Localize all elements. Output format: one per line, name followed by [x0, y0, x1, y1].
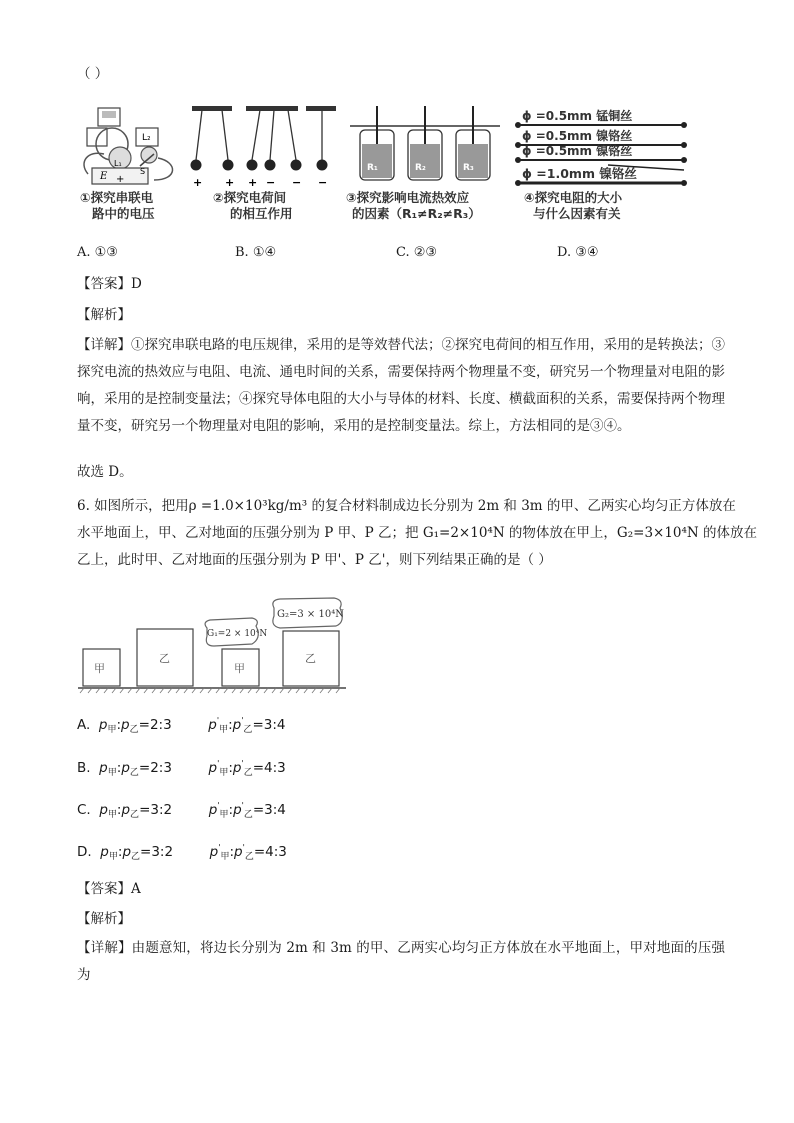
cube-yi-label: 乙	[159, 652, 170, 665]
q6-stem: 6. 如图所示，把用ρ =1.0×10³kg/m³ 的复合材料制成边长分别为 2m 和 3m 的甲、乙两实心均匀正方体放在 水平地面上，甲、乙对地面的压强分别为 P 甲、P 乙；把 G₁=2×10⁴N 的物体放在甲上，G₂=3×10⁴N 的体放在 乙上，此时甲、乙对地面的压强分别为 P 甲'、P 乙'，则下列结果正确的是（ ）	[77, 498, 758, 568]
figure2-caption-2: 的相互作用	[230, 206, 293, 221]
cube-jia-label: 甲	[94, 662, 105, 675]
figure-cubes	[74, 596, 354, 696]
label-plus: +	[116, 174, 125, 185]
q6-analysis-tag: 【解析】	[77, 911, 131, 927]
sign-4: −	[266, 176, 276, 189]
figure3-caption-1: ③探究影响电流热效应	[346, 190, 470, 205]
label-s: S	[140, 167, 146, 176]
q5-option-a: A. ①③	[77, 245, 118, 260]
figure-series-circuit	[78, 102, 188, 200]
sign-1: +	[193, 176, 203, 189]
wire4-spec: ϕ =1.0mm	[522, 166, 595, 181]
cube-yi-label-2: 乙	[305, 652, 316, 665]
figure4-caption-1: ④探究电阻的大小	[524, 190, 623, 205]
g2-label: G₂=3 × 10⁴N	[277, 609, 344, 620]
figure-heat-effect	[350, 104, 500, 190]
question-paren: （ ）	[77, 66, 109, 82]
wire2-spec: ϕ =0.5mm	[522, 129, 593, 143]
sign-6: −	[318, 176, 328, 189]
label-r3: R₃	[463, 163, 474, 173]
wire1-name: 锰铜丝	[596, 109, 633, 123]
figure2-caption-1: ②探究电荷间	[213, 190, 287, 205]
q6-option-b: B. $p_甲:p_乙=2:3$ $p'_甲:p'_乙=4:3$	[77, 759, 286, 778]
figure3-caption-2: 的因素（R₁≠R₂≠R₃）	[352, 206, 481, 221]
q6-option-c: C. $p_甲:p_乙=3:2$ $p'_甲:p'_乙=3:4$	[77, 801, 286, 820]
label-l1: L₁	[114, 159, 122, 168]
label-r1: R₁	[367, 163, 378, 173]
q6-option-a: A. $p_甲:p_乙=2:3$ $p'_甲:p'_乙=3:4$	[77, 716, 286, 735]
figure1-caption-2: 路中的电压	[92, 206, 155, 221]
sign-5: −	[292, 176, 302, 189]
q6-detail: 【详解】由题意知，将边长分别为 2m 和 3m 的甲、乙两实心均匀正方体放在水平地面上，甲对地面的压强为	[77, 940, 725, 983]
label-l2: L₂	[142, 133, 151, 143]
wire4-name: 镍铬丝	[599, 166, 637, 181]
label-r2: R₂	[415, 163, 426, 173]
figure-resistance-wires	[512, 108, 692, 188]
g1-label: G₁=2 × 10⁴N	[207, 629, 268, 639]
figure4-caption-2: 与什么因素有关	[533, 206, 621, 221]
q5-option-d: D. ③④	[557, 245, 599, 260]
wire2-name: 镍铬丝	[596, 129, 633, 143]
sign-2: +	[225, 176, 235, 189]
q6-option-d: D. $p_甲:p_乙=3:2$ $p'_甲:p'_乙=4:3$	[77, 843, 287, 862]
label-e: E	[100, 171, 108, 182]
q5-answer: 【答案】D	[77, 276, 142, 292]
figure-charge-interaction	[188, 102, 348, 192]
q5-analysis-tag: 【解析】	[77, 307, 131, 323]
q5-conclusion: 故选 D。	[77, 464, 133, 480]
q5-option-c: C. ②③	[396, 245, 438, 260]
q5-detail: 【详解】①探究串联电路的电压规律，采用的是等效替代法；②探究电荷间的相互作用，采用的是转换法；③探究电流的热效应与电阻、电流、通电时间的关系，需要保持两个物理量不变，研究另一个物理量对电阻的影响，采用的是控制变量法；④探究导体电阻的大小与导体的材料、长度、横截面积的关系，需要保持两个物理量不变，研究另一个物理量对电阻的影响，采用的是控制变量法。综上，方法相同的是③④。	[77, 337, 725, 434]
wire3-spec: ϕ =0.5mm	[522, 144, 593, 158]
q5-option-b: B. ①④	[235, 245, 277, 260]
cube-jia-label-2: 甲	[234, 662, 245, 675]
wire3-name: 镍铬丝	[596, 144, 633, 158]
figure1-caption-1: ①探究串联电	[80, 190, 154, 205]
sign-3: +	[248, 176, 258, 189]
wire1-spec: ϕ =0.5mm	[522, 109, 593, 123]
q6-answer: 【答案】A	[77, 881, 141, 897]
